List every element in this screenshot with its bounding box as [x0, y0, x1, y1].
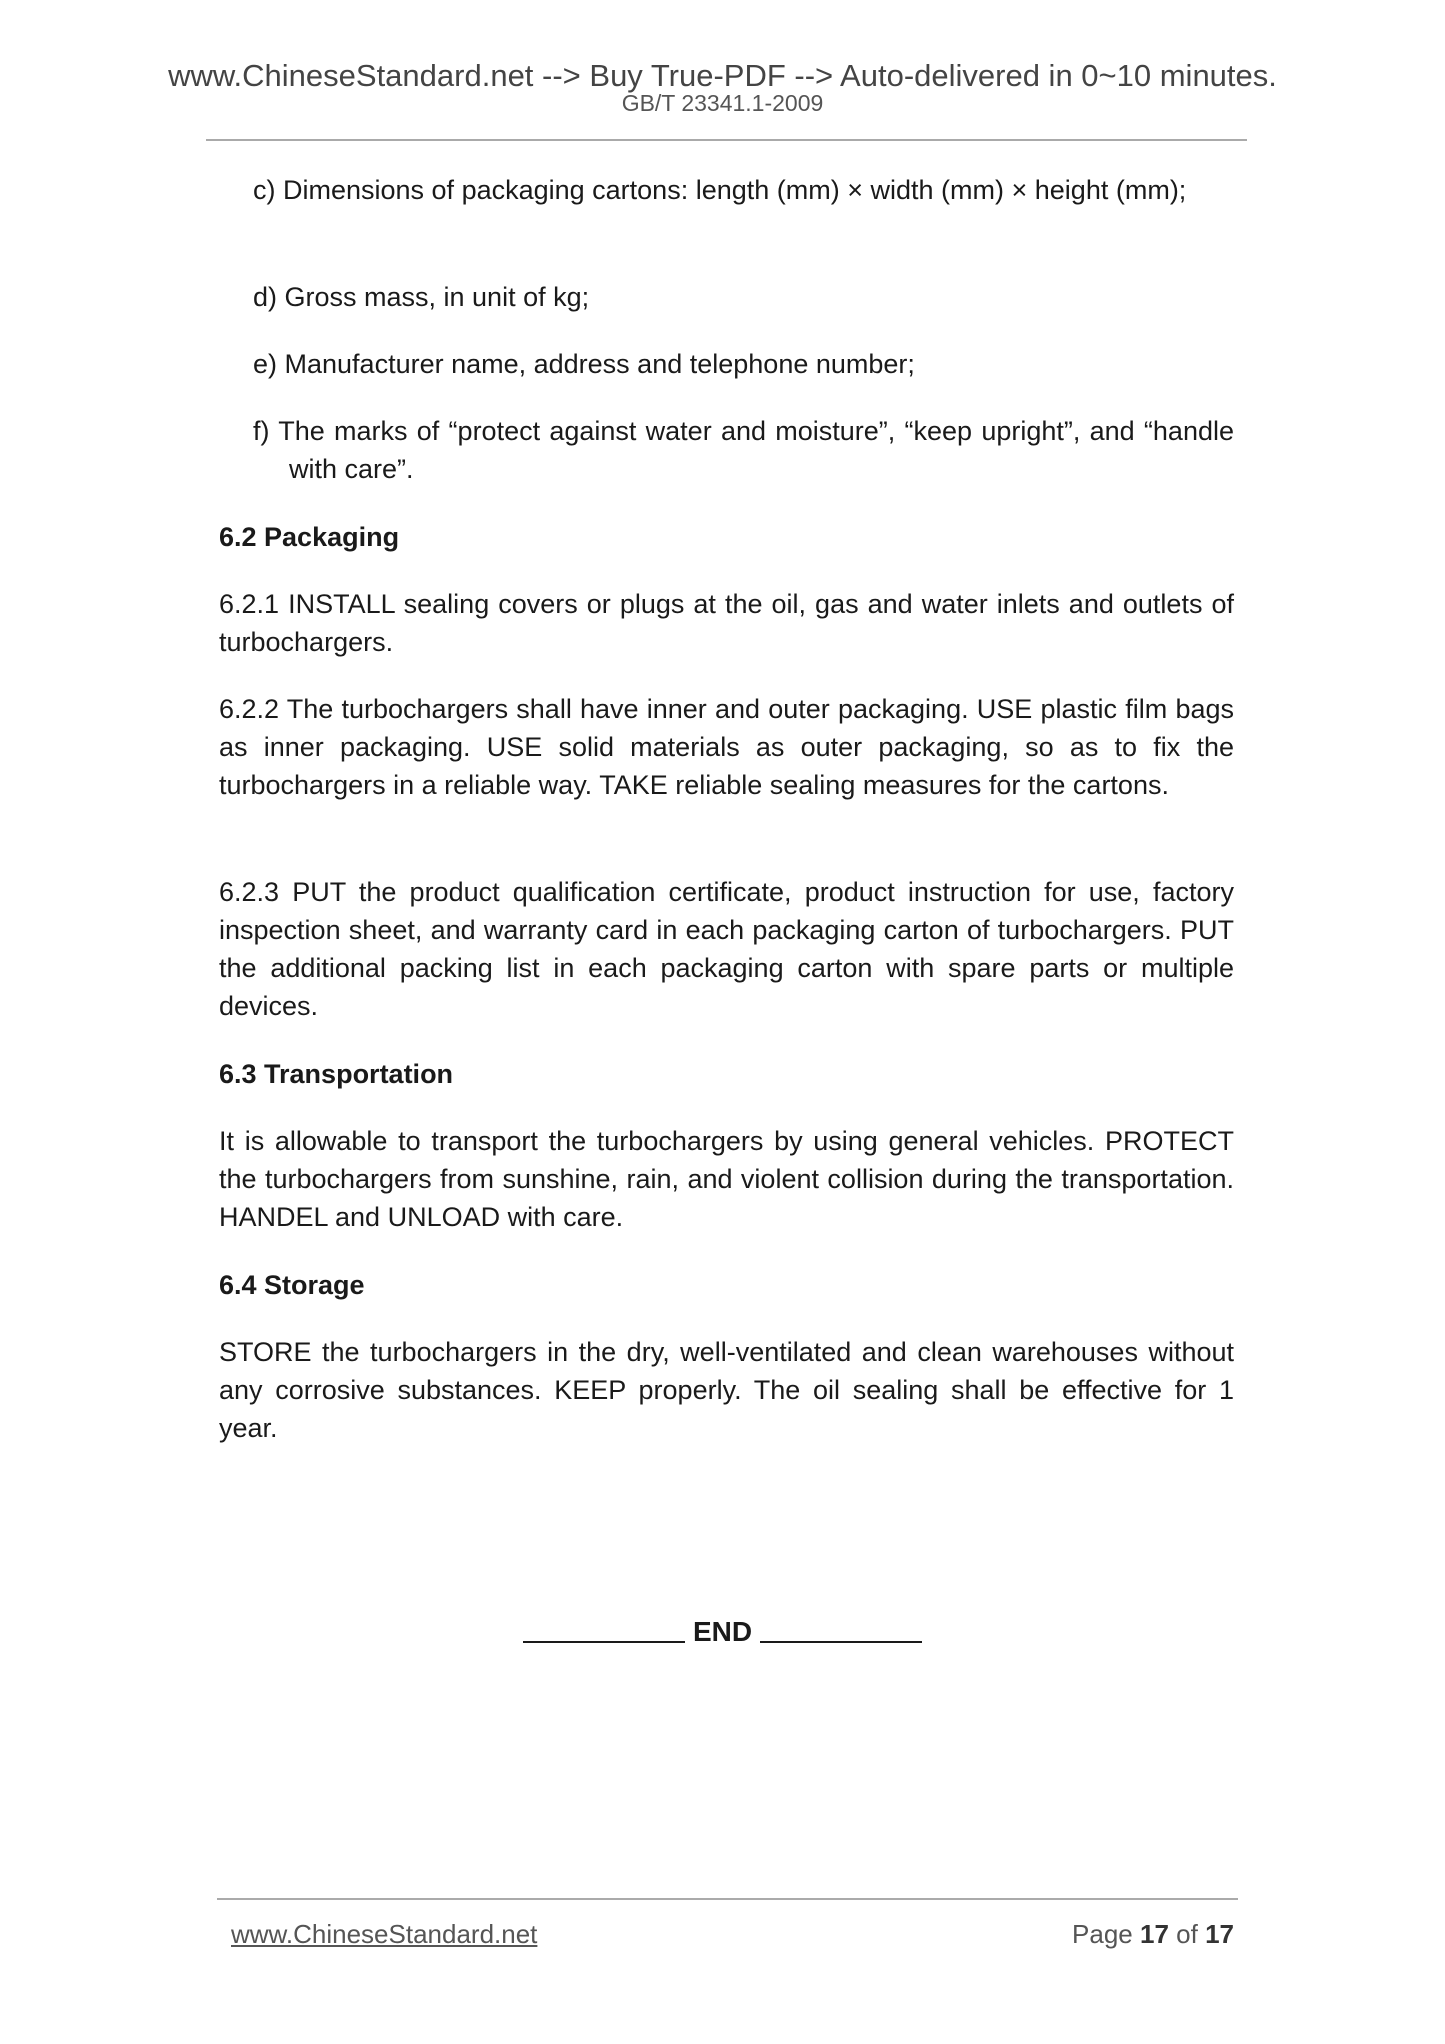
- paragraph: 6.2.2 The turbochargers shall have inner and outer packaging. USE plastic film bags as inner packaging. USE solid materials as outer packaging, so as to fix the turbochargers in a reliable way. TAKE reliable sealing measures for the cartons.: [219, 694, 1234, 800]
- section-heading: 6.3 Transportation: [219, 1059, 454, 1089]
- page-of: of: [1176, 1919, 1198, 1949]
- paragraph: STORE the turbochargers in the dry, well-ventilated and clean warehouses without any corrosive substances. KEEP properly. The oil sealing shall be effective for 1 year.: [219, 1337, 1234, 1443]
- header-divider: [206, 139, 1247, 141]
- section-heading: 6.4 Storage: [219, 1270, 365, 1300]
- paragraph: It is allowable to transport the turbochargers by using general vehicles. PROTECT the turbochargers from sunshine, rain, and violent collision during the transportation. HANDEL and UNLOAD with care.: [219, 1126, 1234, 1232]
- end-marker: [0, 1613, 1445, 1651]
- paragraph: 6.2.1 INSTALL sealing covers or plugs at the oil, gas and water inlets and outlets of turbochargers.: [219, 589, 1234, 657]
- paragraph: 6.2.3 PUT the product qualification certificate, product instruction for use, factory inspection sheet, and warranty card in each packaging carton of turbochargers. PUT the additional packing list in each packaging carton with spare parts or multiple devices.: [219, 877, 1234, 1021]
- page-number: [1072, 1918, 1234, 1950]
- list-item: e) Manufacturer name, address and telephone number;: [253, 349, 915, 379]
- footer-link[interactable]: www.ChineseStandard.net: [231, 1919, 538, 1949]
- page-prefix: Page: [1072, 1919, 1133, 1949]
- header-banner: www.ChineseStandard.net --> Buy True-PDF --> Auto-delivered in 0~10 minutes.: [168, 58, 1277, 93]
- list-item: f) The marks of “protect against water and moisture”, “keep upright”, and “handle with care”.: [253, 416, 1234, 484]
- current-page: 17: [1140, 1919, 1169, 1949]
- end-label: END: [692, 1616, 753, 1647]
- list-item: d) Gross mass, in unit of kg;: [253, 282, 590, 312]
- document-id: GB/T 23341.1-2009: [621, 90, 824, 116]
- footer-divider: [217, 1898, 1238, 1900]
- list-item: c) Dimensions of packaging cartons: length (mm) × width (mm) × height (mm);: [253, 175, 1187, 205]
- total-pages: 17: [1205, 1919, 1234, 1949]
- section-heading: 6.2 Packaging: [219, 522, 400, 552]
